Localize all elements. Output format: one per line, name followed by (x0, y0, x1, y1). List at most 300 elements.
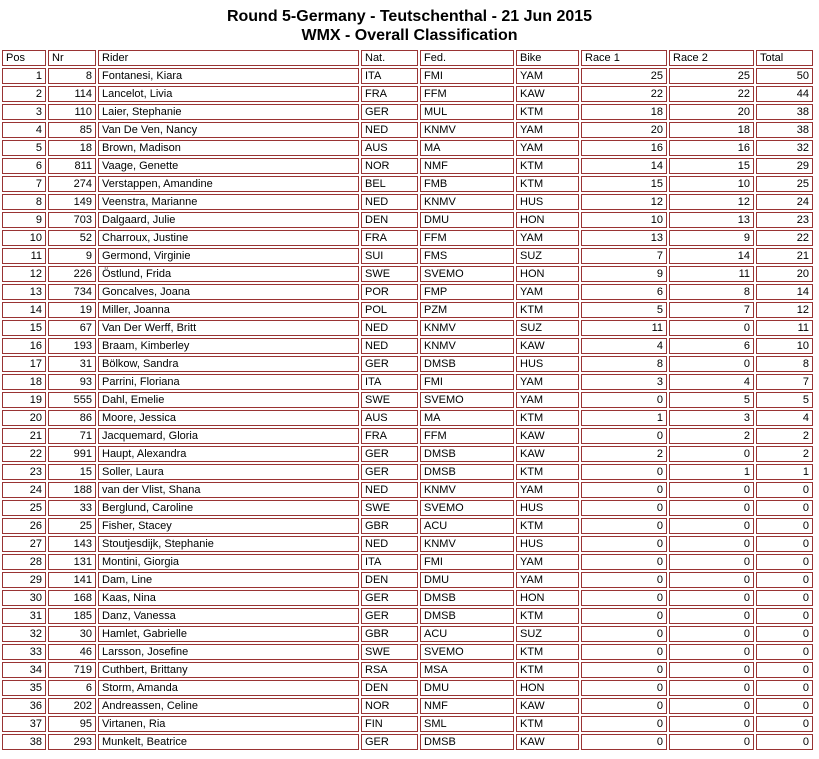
cell-total: 38 (756, 104, 813, 120)
table-row (2, 176, 813, 192)
cell-race2: 0 (669, 734, 754, 750)
cell-race2: 0 (669, 320, 754, 336)
cell-total: 5 (756, 392, 813, 408)
cell-nr: 15 (48, 464, 96, 480)
cell-total: 0 (756, 626, 813, 642)
table-row (2, 626, 813, 642)
cell-total: 0 (756, 716, 813, 732)
cell-race2: 0 (669, 554, 754, 570)
cell-rider: Germond, Virginie (98, 248, 359, 264)
cell-race1: 0 (581, 662, 667, 678)
cell-rider: Jacquemard, Gloria (98, 428, 359, 444)
cell-fed: KNMV (420, 536, 514, 552)
cell-pos: 16 (2, 338, 46, 354)
cell-total: 11 (756, 320, 813, 336)
cell-total: 0 (756, 662, 813, 678)
table-row (2, 410, 813, 426)
cell-bike: YAM (516, 68, 579, 84)
cell-pos: 10 (2, 230, 46, 246)
cell-pos: 6 (2, 158, 46, 174)
cell-race2: 7 (669, 302, 754, 318)
cell-bike: HON (516, 680, 579, 696)
cell-fed: FMI (420, 554, 514, 570)
cell-bike: SUZ (516, 320, 579, 336)
cell-nat: RSA (361, 662, 418, 678)
cell-race2: 9 (669, 230, 754, 246)
cell-nat: NOR (361, 698, 418, 714)
cell-nr: 555 (48, 392, 96, 408)
cell-pos: 35 (2, 680, 46, 696)
cell-nr: 9 (48, 248, 96, 264)
cell-fed: KNMV (420, 338, 514, 354)
cell-bike: HUS (516, 194, 579, 210)
cell-race2: 0 (669, 500, 754, 516)
cell-bike: KTM (516, 410, 579, 426)
cell-nr: 33 (48, 500, 96, 516)
cell-race2: 0 (669, 698, 754, 714)
cell-nat: DEN (361, 680, 418, 696)
cell-nat: NED (361, 122, 418, 138)
cell-nat: GER (361, 590, 418, 606)
cell-bike: KAW (516, 698, 579, 714)
cell-bike: YAM (516, 284, 579, 300)
table-row (2, 734, 813, 750)
cell-nr: 202 (48, 698, 96, 714)
cell-rider: Veenstra, Marianne (98, 194, 359, 210)
cell-race2: 0 (669, 482, 754, 498)
cell-race1: 15 (581, 176, 667, 192)
cell-nat: FRA (361, 230, 418, 246)
cell-pos: 29 (2, 572, 46, 588)
cell-nat: AUS (361, 410, 418, 426)
cell-nr: 46 (48, 644, 96, 660)
cell-race2: 13 (669, 212, 754, 228)
cell-fed: FFM (420, 428, 514, 444)
cell-pos: 31 (2, 608, 46, 624)
cell-bike: KAW (516, 338, 579, 354)
cell-bike: SUZ (516, 248, 579, 264)
cell-nat: NED (361, 194, 418, 210)
cell-nat: FIN (361, 716, 418, 732)
cell-pos: 5 (2, 140, 46, 156)
cell-total: 0 (756, 518, 813, 534)
cell-race1: 0 (581, 716, 667, 732)
cell-race1: 11 (581, 320, 667, 336)
cell-total: 0 (756, 482, 813, 498)
cell-race1: 0 (581, 608, 667, 624)
cell-rider: Haupt, Alexandra (98, 446, 359, 462)
cell-rider: Dahl, Emelie (98, 392, 359, 408)
cell-race1: 18 (581, 104, 667, 120)
column-header-race1: Race 1 (581, 50, 667, 66)
cell-rider: Munkelt, Beatrice (98, 734, 359, 750)
cell-pos: 34 (2, 662, 46, 678)
table-row (2, 590, 813, 606)
cell-fed: MUL (420, 104, 514, 120)
cell-nat: NED (361, 320, 418, 336)
cell-rider: Stoutjesdijk, Stephanie (98, 536, 359, 552)
table-row (2, 284, 813, 300)
cell-bike: HUS (516, 536, 579, 552)
cell-bike: YAM (516, 230, 579, 246)
cell-bike: KTM (516, 104, 579, 120)
column-header-bike: Bike (516, 50, 579, 66)
cell-race2: 10 (669, 176, 754, 192)
cell-nr: 811 (48, 158, 96, 174)
cell-total: 23 (756, 212, 813, 228)
cell-race1: 5 (581, 302, 667, 318)
cell-nr: 31 (48, 356, 96, 372)
cell-pos: 26 (2, 518, 46, 534)
cell-race1: 1 (581, 410, 667, 426)
cell-nr: 93 (48, 374, 96, 390)
cell-race2: 25 (669, 68, 754, 84)
cell-bike: KTM (516, 158, 579, 174)
cell-bike: KAW (516, 428, 579, 444)
cell-nat: NED (361, 338, 418, 354)
cell-fed: MA (420, 140, 514, 156)
cell-total: 12 (756, 302, 813, 318)
cell-fed: MA (420, 410, 514, 426)
cell-nr: 85 (48, 122, 96, 138)
cell-total: 8 (756, 356, 813, 372)
cell-nat: DEN (361, 212, 418, 228)
cell-pos: 14 (2, 302, 46, 318)
cell-bike: KTM (516, 176, 579, 192)
cell-race1: 3 (581, 374, 667, 390)
cell-fed: KNMV (420, 482, 514, 498)
table-row (2, 500, 813, 516)
cell-rider: Moore, Jessica (98, 410, 359, 426)
cell-pos: 22 (2, 446, 46, 462)
cell-nr: 193 (48, 338, 96, 354)
cell-bike: KAW (516, 446, 579, 462)
cell-rider: Lancelot, Livia (98, 86, 359, 102)
cell-race2: 3 (669, 410, 754, 426)
cell-race2: 0 (669, 644, 754, 660)
table-row (2, 554, 813, 570)
cell-nr: 719 (48, 662, 96, 678)
cell-total: 4 (756, 410, 813, 426)
cell-race2: 22 (669, 86, 754, 102)
cell-fed: SVEMO (420, 392, 514, 408)
cell-nr: 293 (48, 734, 96, 750)
cell-race2: 0 (669, 626, 754, 642)
table-row (2, 608, 813, 624)
cell-race1: 0 (581, 644, 667, 660)
cell-race2: 2 (669, 428, 754, 444)
cell-bike: KTM (516, 608, 579, 624)
cell-nr: 71 (48, 428, 96, 444)
cell-race1: 0 (581, 428, 667, 444)
cell-race1: 25 (581, 68, 667, 84)
cell-bike: YAM (516, 482, 579, 498)
cell-rider: Charroux, Justine (98, 230, 359, 246)
cell-nat: POL (361, 302, 418, 318)
cell-rider: Vaage, Genette (98, 158, 359, 174)
cell-pos: 38 (2, 734, 46, 750)
cell-fed: DMSB (420, 356, 514, 372)
cell-fed: FMB (420, 176, 514, 192)
cell-bike: HON (516, 266, 579, 282)
cell-rider: Larsson, Josefine (98, 644, 359, 660)
cell-race1: 0 (581, 572, 667, 588)
cell-rider: Cuthbert, Brittany (98, 662, 359, 678)
cell-pos: 24 (2, 482, 46, 498)
column-header-fed: Fed. (420, 50, 514, 66)
cell-pos: 27 (2, 536, 46, 552)
cell-bike: YAM (516, 122, 579, 138)
cell-race2: 18 (669, 122, 754, 138)
cell-fed: DMSB (420, 608, 514, 624)
cell-nr: 991 (48, 446, 96, 462)
cell-total: 0 (756, 644, 813, 660)
column-header-race2: Race 2 (669, 50, 754, 66)
cell-pos: 7 (2, 176, 46, 192)
cell-race2: 14 (669, 248, 754, 264)
cell-race1: 20 (581, 122, 667, 138)
cell-race1: 0 (581, 536, 667, 552)
cell-pos: 3 (2, 104, 46, 120)
cell-bike: SUZ (516, 626, 579, 642)
cell-race1: 6 (581, 284, 667, 300)
cell-total: 7 (756, 374, 813, 390)
cell-race2: 15 (669, 158, 754, 174)
cell-total: 0 (756, 608, 813, 624)
cell-nat: GER (361, 464, 418, 480)
cell-rider: Bölkow, Sandra (98, 356, 359, 372)
cell-total: 10 (756, 338, 813, 354)
cell-bike: KTM (516, 464, 579, 480)
cell-fed: FMI (420, 374, 514, 390)
table-body (2, 68, 813, 750)
cell-nat: NOR (361, 158, 418, 174)
cell-pos: 20 (2, 410, 46, 426)
cell-race1: 0 (581, 464, 667, 480)
cell-bike: KTM (516, 644, 579, 660)
cell-race1: 14 (581, 158, 667, 174)
cell-race1: 0 (581, 554, 667, 570)
cell-nr: 143 (48, 536, 96, 552)
table-row (2, 428, 813, 444)
cell-rider: Östlund, Frida (98, 266, 359, 282)
cell-race1: 7 (581, 248, 667, 264)
cell-bike: HUS (516, 500, 579, 516)
cell-nr: 30 (48, 626, 96, 642)
cell-fed: DMSB (420, 446, 514, 462)
cell-rider: Van Der Werff, Britt (98, 320, 359, 336)
cell-pos: 4 (2, 122, 46, 138)
cell-total: 0 (756, 572, 813, 588)
column-header-nat: Nat. (361, 50, 418, 66)
cell-nr: 274 (48, 176, 96, 192)
cell-nat: FRA (361, 428, 418, 444)
cell-nat: AUS (361, 140, 418, 156)
cell-nr: 141 (48, 572, 96, 588)
cell-pos: 36 (2, 698, 46, 714)
cell-fed: FFM (420, 230, 514, 246)
column-header-nr: Nr (48, 50, 96, 66)
cell-rider: van der Vlist, Shana (98, 482, 359, 498)
cell-rider: Soller, Laura (98, 464, 359, 480)
table-row (2, 392, 813, 408)
cell-total: 2 (756, 446, 813, 462)
cell-race2: 0 (669, 716, 754, 732)
cell-total: 50 (756, 68, 813, 84)
table-row (2, 698, 813, 714)
cell-pos: 21 (2, 428, 46, 444)
cell-pos: 15 (2, 320, 46, 336)
cell-total: 0 (756, 500, 813, 516)
cell-pos: 25 (2, 500, 46, 516)
cell-nr: 19 (48, 302, 96, 318)
cell-race1: 0 (581, 734, 667, 750)
cell-total: 1 (756, 464, 813, 480)
cell-race2: 8 (669, 284, 754, 300)
cell-bike: KTM (516, 662, 579, 678)
cell-rider: Verstappen, Amandine (98, 176, 359, 192)
cell-race2: 0 (669, 590, 754, 606)
cell-race2: 0 (669, 680, 754, 696)
cell-nr: 226 (48, 266, 96, 282)
cell-nat: GBR (361, 518, 418, 534)
cell-race2: 4 (669, 374, 754, 390)
cell-race1: 9 (581, 266, 667, 282)
cell-fed: KNMV (420, 122, 514, 138)
cell-fed: SVEMO (420, 500, 514, 516)
cell-total: 0 (756, 536, 813, 552)
cell-rider: Braam, Kimberley (98, 338, 359, 354)
cell-nat: POR (361, 284, 418, 300)
cell-fed: PZM (420, 302, 514, 318)
cell-race1: 2 (581, 446, 667, 462)
cell-nr: 114 (48, 86, 96, 102)
cell-race1: 4 (581, 338, 667, 354)
cell-nr: 67 (48, 320, 96, 336)
cell-total: 22 (756, 230, 813, 246)
cell-nr: 25 (48, 518, 96, 534)
cell-nr: 168 (48, 590, 96, 606)
cell-rider: Goncalves, Joana (98, 284, 359, 300)
cell-nat: GER (361, 104, 418, 120)
cell-fed: FMS (420, 248, 514, 264)
cell-nat: GER (361, 356, 418, 372)
cell-bike: YAM (516, 554, 579, 570)
cell-race1: 13 (581, 230, 667, 246)
cell-race2: 11 (669, 266, 754, 282)
cell-total: 2 (756, 428, 813, 444)
cell-total: 0 (756, 734, 813, 750)
cell-rider: Laier, Stephanie (98, 104, 359, 120)
table-row (2, 68, 813, 84)
cell-rider: Miller, Joanna (98, 302, 359, 318)
cell-rider: Dam, Line (98, 572, 359, 588)
table-row (2, 464, 813, 480)
cell-race2: 20 (669, 104, 754, 120)
cell-nr: 185 (48, 608, 96, 624)
cell-total: 32 (756, 140, 813, 156)
cell-bike: HON (516, 590, 579, 606)
cell-bike: HUS (516, 356, 579, 372)
cell-total: 44 (756, 86, 813, 102)
cell-nat: ITA (361, 554, 418, 570)
cell-fed: DMU (420, 680, 514, 696)
table-row (2, 248, 813, 264)
cell-rider: Parrini, Floriana (98, 374, 359, 390)
cell-bike: KTM (516, 302, 579, 318)
column-header-rider: Rider (98, 50, 359, 66)
cell-nat: SUI (361, 248, 418, 264)
cell-race1: 22 (581, 86, 667, 102)
cell-bike: KTM (516, 716, 579, 732)
cell-race1: 0 (581, 680, 667, 696)
table-row (2, 140, 813, 156)
cell-nat: GBR (361, 626, 418, 642)
cell-race1: 10 (581, 212, 667, 228)
cell-total: 0 (756, 680, 813, 696)
cell-pos: 13 (2, 284, 46, 300)
cell-rider: Van De Ven, Nancy (98, 122, 359, 138)
cell-total: 14 (756, 284, 813, 300)
cell-nat: SWE (361, 392, 418, 408)
cell-nr: 86 (48, 410, 96, 426)
cell-pos: 2 (2, 86, 46, 102)
header-row (2, 50, 813, 66)
table-row (2, 536, 813, 552)
table-row (2, 662, 813, 678)
table-row (2, 644, 813, 660)
table-row (2, 338, 813, 354)
cell-nat: BEL (361, 176, 418, 192)
cell-rider: Danz, Vanessa (98, 608, 359, 624)
cell-bike: YAM (516, 140, 579, 156)
cell-race2: 1 (669, 464, 754, 480)
cell-fed: DMSB (420, 734, 514, 750)
cell-total: 21 (756, 248, 813, 264)
cell-rider: Virtanen, Ria (98, 716, 359, 732)
cell-fed: DMSB (420, 464, 514, 480)
cell-race1: 0 (581, 698, 667, 714)
cell-pos: 1 (2, 68, 46, 84)
cell-nr: 52 (48, 230, 96, 246)
cell-nat: SWE (361, 500, 418, 516)
cell-nat: FRA (361, 86, 418, 102)
cell-total: 25 (756, 176, 813, 192)
cell-race2: 5 (669, 392, 754, 408)
cell-rider: Kaas, Nina (98, 590, 359, 606)
cell-race2: 0 (669, 518, 754, 534)
cell-race1: 0 (581, 518, 667, 534)
cell-nr: 703 (48, 212, 96, 228)
cell-nat: ITA (361, 68, 418, 84)
cell-bike: YAM (516, 374, 579, 390)
cell-fed: KNMV (420, 194, 514, 210)
table-row (2, 230, 813, 246)
cell-pos: 33 (2, 644, 46, 660)
cell-fed: DMSB (420, 590, 514, 606)
cell-rider: Berglund, Caroline (98, 500, 359, 516)
cell-race1: 0 (581, 392, 667, 408)
cell-nr: 149 (48, 194, 96, 210)
cell-rider: Brown, Madison (98, 140, 359, 156)
page-subtitle: WMX - Overall Classification (301, 27, 518, 44)
column-header-pos: Pos (2, 50, 46, 66)
cell-race1: 0 (581, 482, 667, 498)
cell-nr: 8 (48, 68, 96, 84)
cell-fed: SVEMO (420, 266, 514, 282)
cell-fed: FMI (420, 68, 514, 84)
cell-pos: 30 (2, 590, 46, 606)
